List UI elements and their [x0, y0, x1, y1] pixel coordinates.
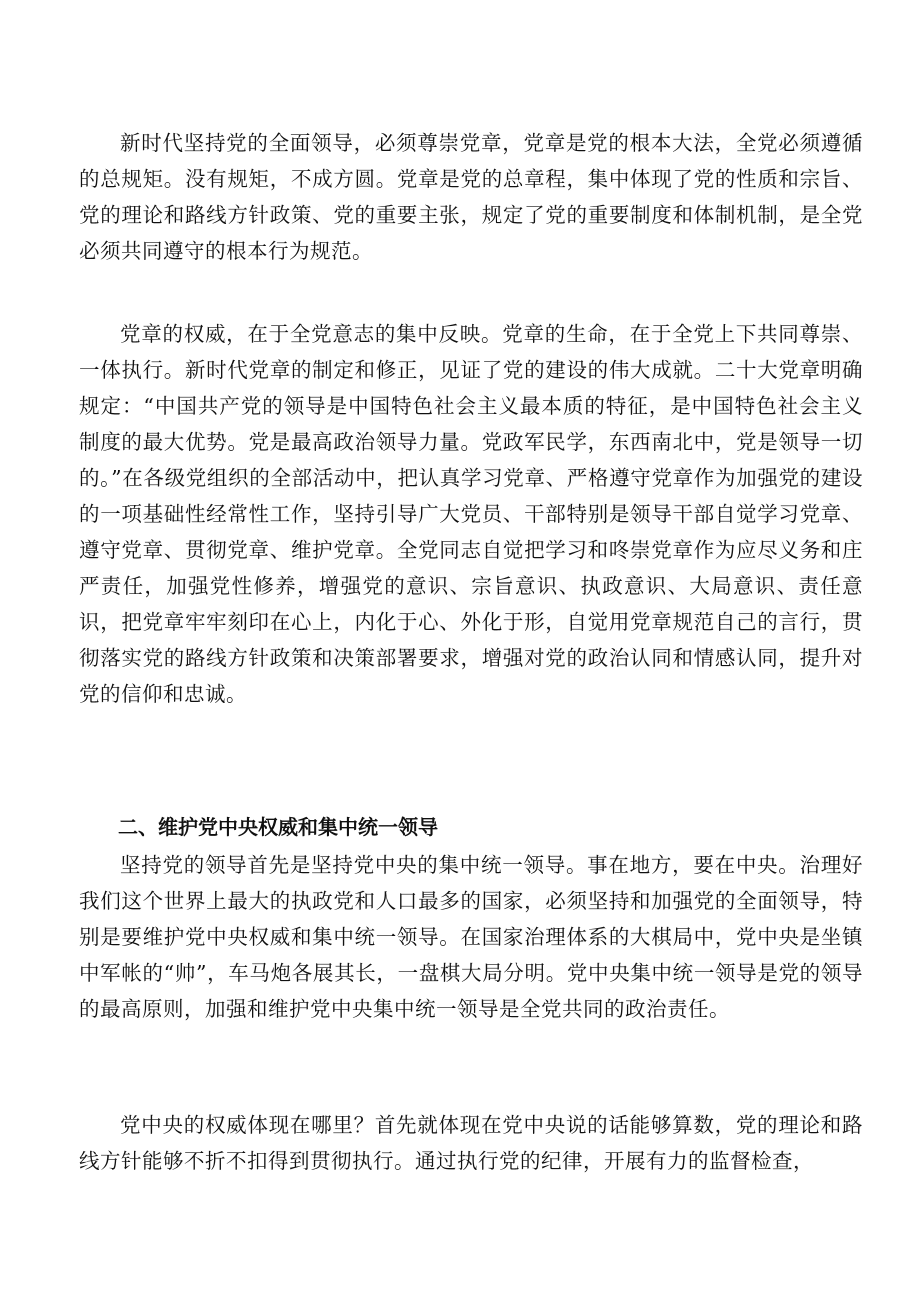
paragraph-party-constitution-leadership: 新时代坚持党的全面领导，必须尊崇党章，党章是党的根本大法，全党必须遵循的总规矩。没有规矩，不成方圆。党章是党的总章程，集中体现了党的性质和宗旨、党的理论和路线方针政策、党的重要主张，规定了党的重要制度和体制机制，是全党必须共同遵守的根本行为规范。: [79, 131, 863, 263]
paragraph-central-authority: 党中央的权威体现在哪里？首先就体现在党中央说的话能够算数，党的理论和路线方针能够不折不扣得到贯彻执行。通过执行党的纪律，开展有力的监督检查，: [79, 1113, 863, 1173]
paragraph-central-leadership: 坚持党的领导首先是坚持党中央的集中统一领导。事在地方，要在中央。治理好我们这个世界上最大的执政党和人口最多的国家，必须坚持和加强党的全面领导，特别是要维护党中央权威和集中统一领导。在国家治理体系的大棋局中，党中央是坐镇中军帐的“帅”，车马炮各展其长，一盘棋大局分明。党中央集中统一领导是党的领导的最高原则，加强和维护党中央集中统一领导是全党共同的政治责任。: [79, 853, 863, 1021]
section-heading: 二、维护党中央权威和集中统一领导: [118, 815, 438, 839]
paragraph-party-constitution-authority: 党章的权威，在于全党意志的集中反映。党章的生命，在于全党上下共同尊崇、一体执行。新时代党章的制定和修正，见证了党的建设的伟大成就。二十大党章明确规定：“中国共产党的领导是中国特色社会主义最本质的特征，是中国特色社会主义制度的最大优势。党是最高政治领导力量。党政军民学，东西南北中，党是领导一切的。”在各级党组织的全部活动中，把认真学习党章、严格遵守党章作为加强党的建设的一项基础性经常性工作，坚持引导广大党员、干部特别是领导干部自觉学习党章、遵守党章、贯彻党章、维护党章。全党同志自觉把学习和咚崇党章作为应尽义务和庄严责任，加强党性修养，增强党的意识、宗旨意识、执政意识、大局意识、责任意识，把党章牢牢刻印在心上，内化于心、外化于形，自觉用党章规范自己的言行，贯彻落实党的路线方针政策和决策部署要求，增强对党的政治认同和情感认同，提升对党的信仰和忠诚。: [79, 322, 863, 706]
